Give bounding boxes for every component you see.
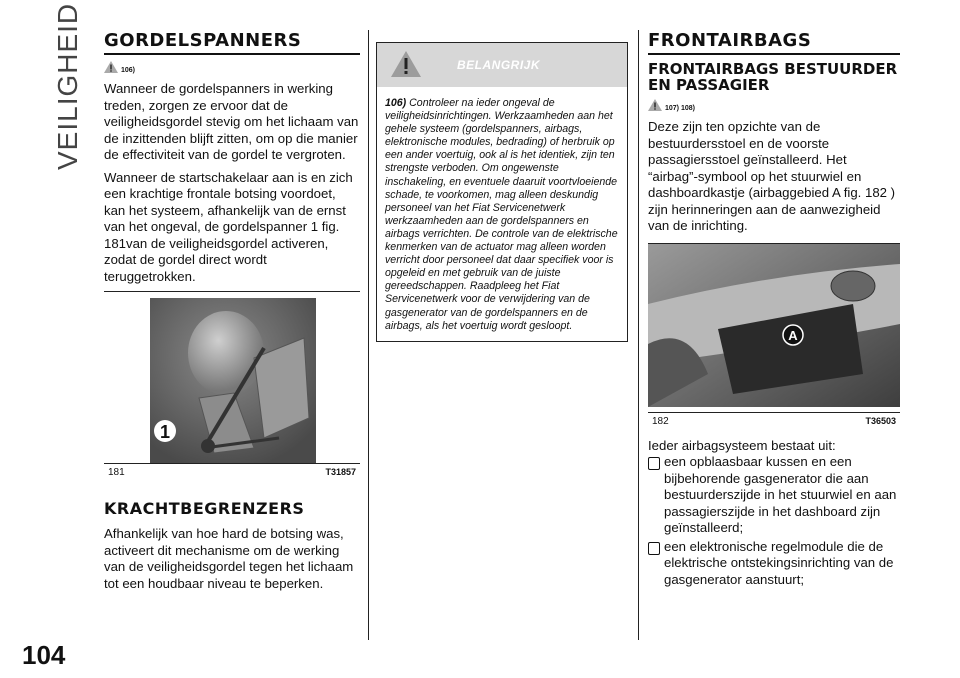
warning-box — [376, 42, 628, 342]
callout-label: A — [788, 327, 798, 343]
list-item — [648, 539, 900, 595]
warning-text: Controleer na ieder ongeval de veiligheidsinrichtingen. Werkzaamheden aan het gehele systeem (gordelspanners, airbags, elektronische modules, bedrading) of herbruik op een ander voertuig, ook al is het identiek, zijn ten strengste verboden. Om ongewenste inschakeling, en eventuele daaruit voortvloeiende schade, te voorkomen, mag alleen deskundig personeel van het Fiat Servicenetwerk werkzaamheden aan de gordelspanners en airbags verrichten. De controle van de elektrische kenmerken van de actuator mag alleen worden verricht door personeel dat daar specifiek voor is opgeleid en met gebruik van de juiste gereedschappen. Raadpleeg het Fiat Servicenetwerk voor de verwijdering van de gasgenerator van de gordelspanners en de airbags, als het voertuig wordt gesloopt. — [385, 97, 618, 332]
reference-number: 106) — [121, 67, 136, 74]
warning-body — [377, 87, 627, 341]
column-middle — [376, 42, 628, 342]
figure-181 — [104, 298, 360, 481]
reference-number: 107) 108) — [665, 105, 695, 112]
warning-reference — [104, 61, 360, 81]
paragraph: Wanneer de gordelspanners in werking treden, zorgen ze ervoor dat de veiligheidsgordel stevig om het lichaam van de inzittenden blijft zitten, om op die manier de effectiviteit van de gordel te vergroten. — [104, 81, 359, 162]
bullet-icon — [648, 457, 660, 470]
column-divider — [638, 30, 639, 640]
section-title-krachtbegrenzers: KRACHTBEGRENZERS — [104, 499, 305, 518]
figure-code: T31857 — [325, 467, 356, 477]
page-number: 104 — [22, 640, 66, 670]
warning-header — [377, 43, 627, 87]
seatbelt-pretensioner-image — [104, 298, 360, 463]
list-item-text: een elektronische regelmodule die de elektrische ontstekingsinrichting van de gasgenerator aanstuurt; — [664, 538, 894, 587]
warning-title: BELANGRIJK — [457, 58, 541, 72]
figure-182 — [648, 244, 900, 430]
warning-triangle-icon — [648, 99, 662, 111]
column-divider — [368, 30, 369, 640]
figure-caption — [104, 463, 360, 481]
title-rule — [104, 53, 360, 55]
section-title-gordelspanners: GORDELSPANNERS — [104, 30, 302, 51]
subsection-title: FRONTAIRBAGS BESTUURDER EN PASSAGIER — [648, 60, 898, 94]
paragraph: Wanneer de startschakelaar aan is en zich een krachtige frontale botsing voordoet, kan het systeem, afhankelijk van de ernst van het ongeval, de gordelspanner 1 fig. 181van de veiligheidsgordel activeren, zodat de gordel direct wordt teruggetrokken. — [104, 169, 353, 284]
warning-reference: 106) — [385, 97, 407, 109]
section-side-tab — [52, 2, 84, 170]
figure-number: 182 — [652, 415, 669, 427]
column-left — [104, 30, 360, 598]
column-right — [648, 30, 900, 594]
bullet-icon — [648, 542, 660, 555]
section-title-frontairbags: FRONTAIRBAGS — [648, 30, 812, 51]
list-item — [648, 454, 900, 539]
figure-caption — [648, 412, 900, 430]
side-tab-label: VEILIGHEID — [52, 2, 83, 170]
warning-triangle-icon — [104, 61, 118, 73]
warning-triangle-icon — [391, 51, 421, 77]
figure-code: T36503 — [865, 415, 896, 426]
divider — [104, 291, 360, 292]
paragraph: Deze zijn ten opzichte van de bestuurdersstoel en de voorste passagiersstoel geïnstalleerd. Het “airbag”-symbool op het stuurwiel en dashboardkastje (airbaggebied A fig. 182 ) zijn herinneringen aan de aanwezigheid van de inrichting. — [648, 119, 896, 233]
warning-reference — [648, 99, 900, 119]
title-rule — [648, 53, 900, 55]
paragraph: Afhankelijk van hoe hard de botsing was, activeert dit mechanisme om de werking van de veiligheidsgordel tegen het lichaam tot een houdbaar niveau te beperken. — [104, 526, 354, 591]
list-intro: Ieder airbagsysteem bestaat uit: — [648, 437, 836, 453]
list-item-text: een opblaasbaar kussen en een bijbehorende gasgenerator die aan bestuurderszijde in het stuurwiel en aan passagierszijde in het dashboard zijn geïnstalleerd; — [664, 454, 897, 535]
dashboard-airbag-image — [648, 244, 900, 407]
callout-label: 1 — [159, 422, 171, 442]
figure-number: 181 — [108, 467, 125, 478]
